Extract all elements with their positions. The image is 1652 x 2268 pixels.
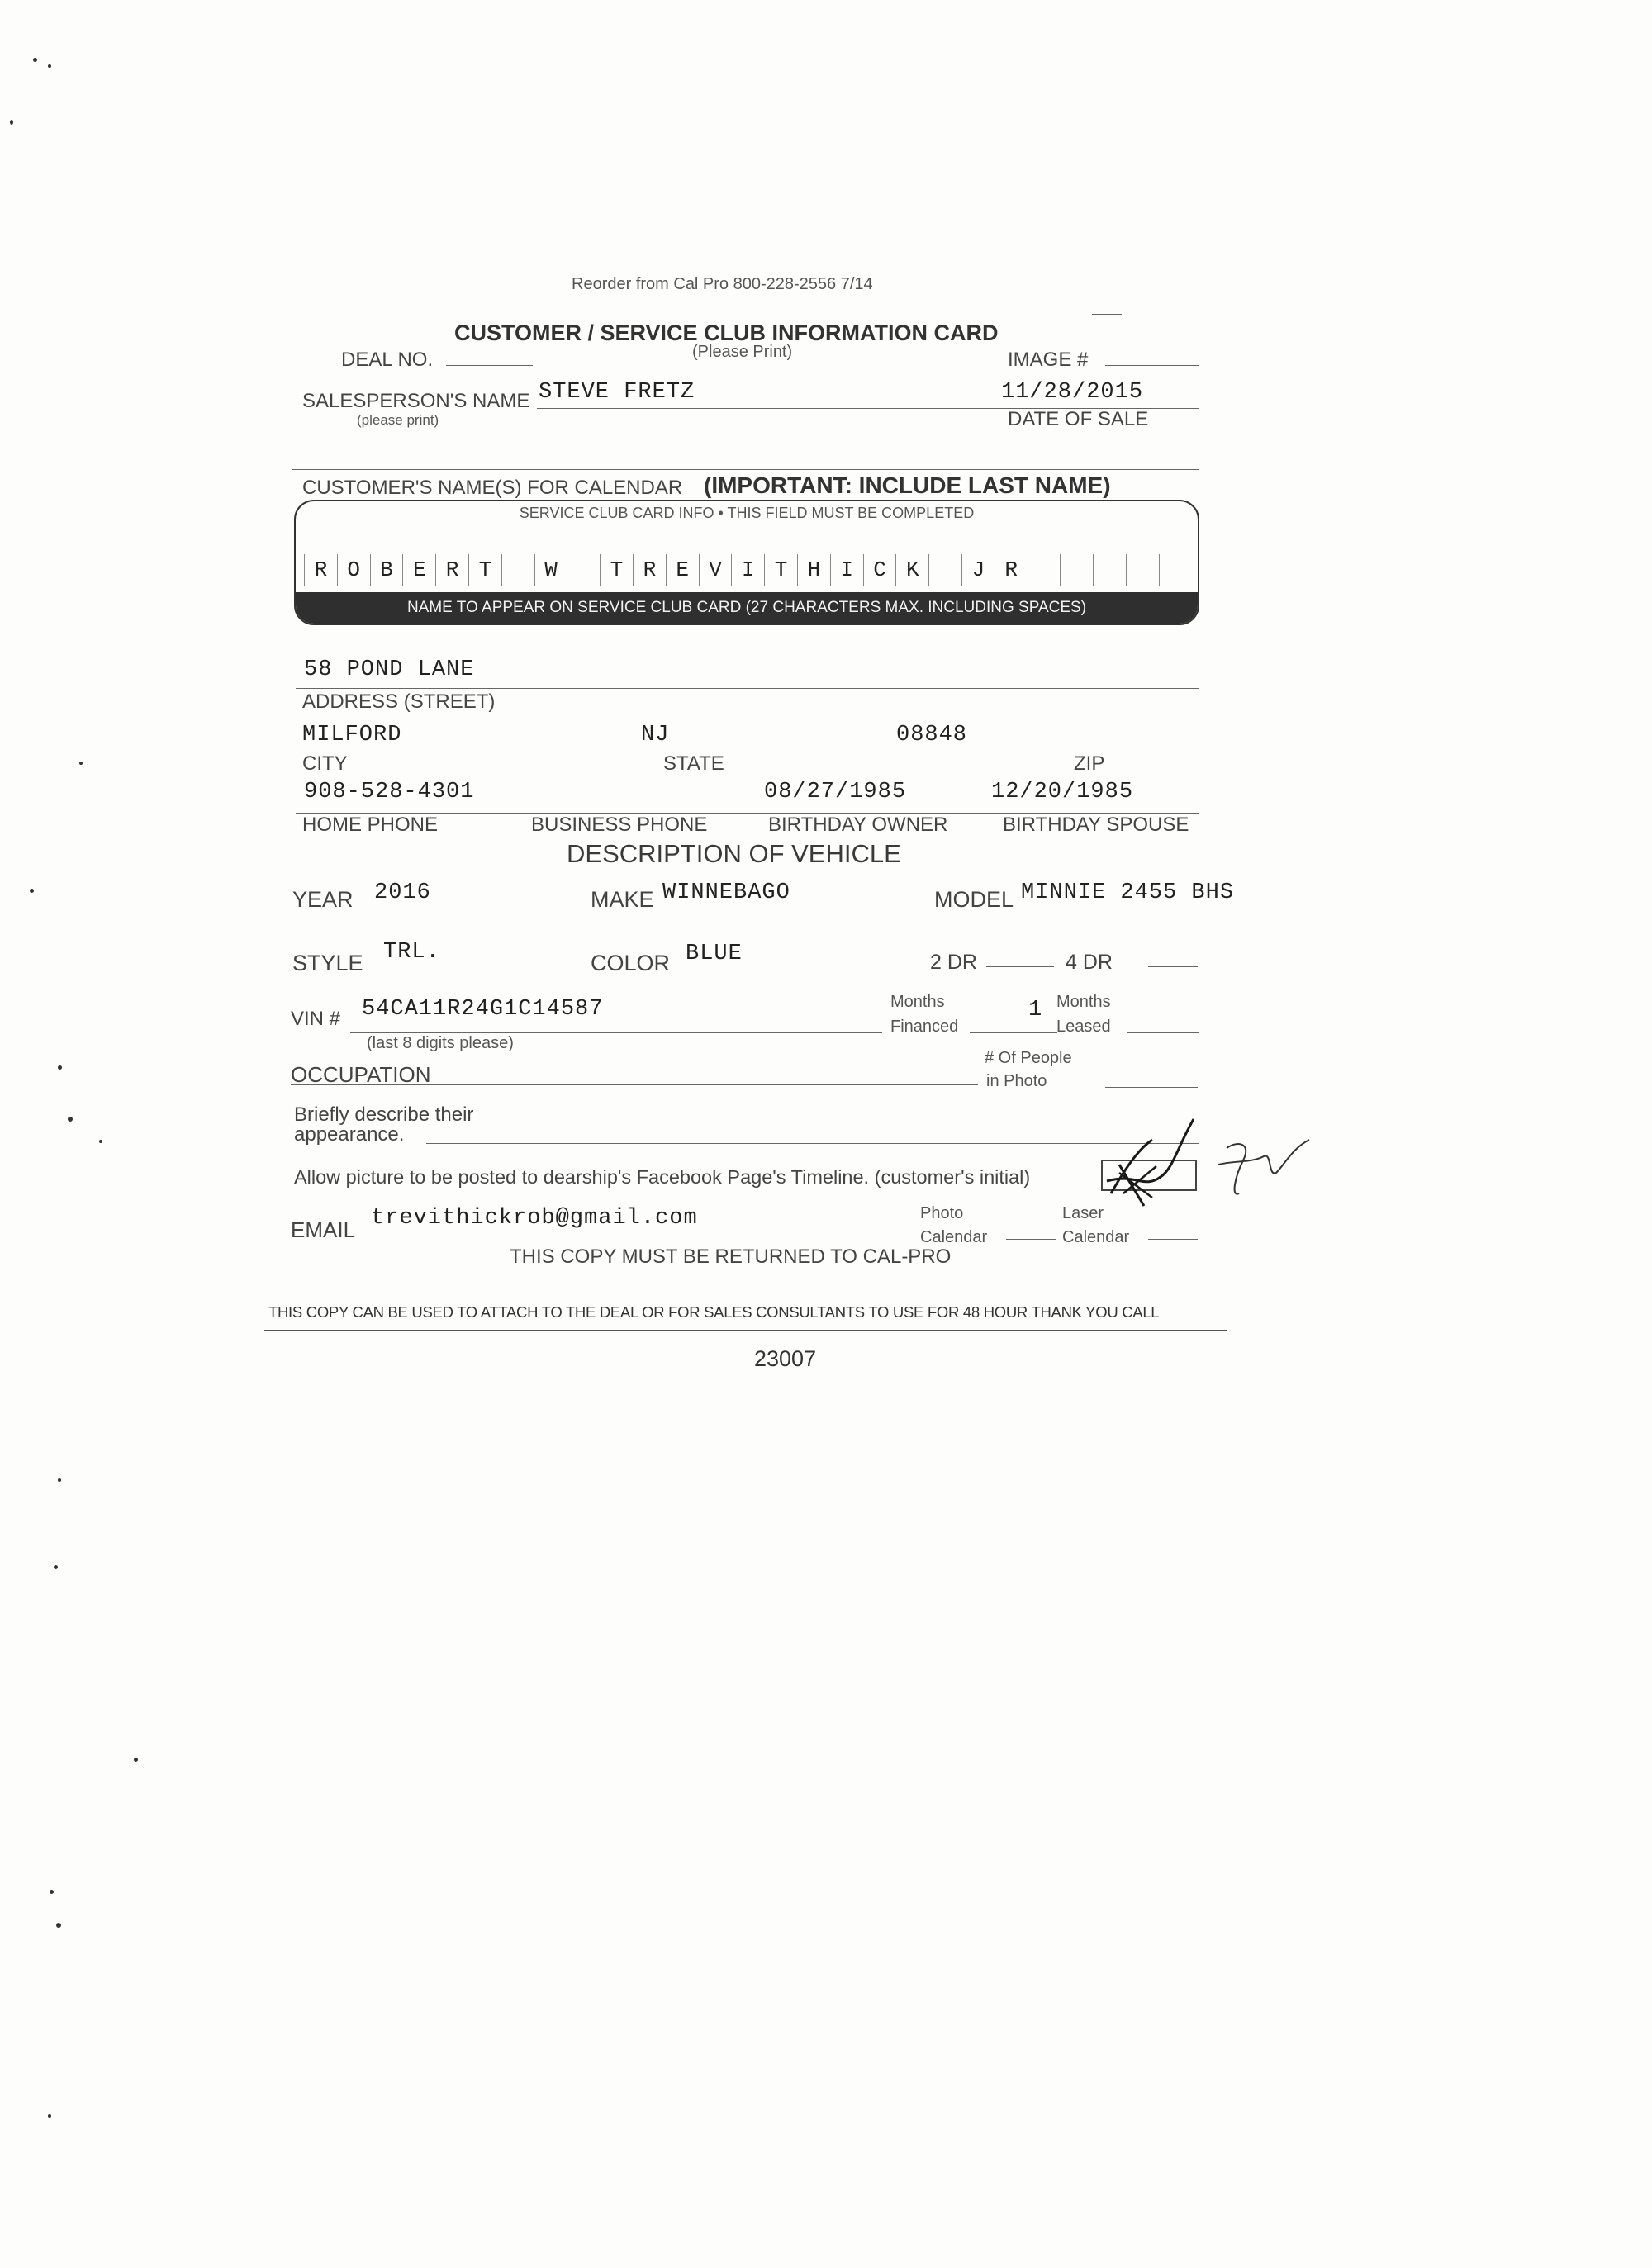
style-label: STYLE xyxy=(292,951,363,975)
photo-calendar-label-1: Photo xyxy=(920,1204,964,1222)
name-bar-caption: NAME TO APPEAR ON SERVICE CLUB CARD (27 CHARACTERS MAX. INCLUDING SPACES) xyxy=(296,592,1198,624)
color-value[interactable]: BLUE xyxy=(686,942,743,966)
four-door-field[interactable] xyxy=(1148,966,1198,967)
name-char-cell[interactable] xyxy=(1159,554,1192,586)
address-value[interactable]: 58 POND LANE xyxy=(304,657,475,682)
birthday-spouse-label: BIRTHDAY SPOUSE xyxy=(1003,814,1189,836)
scan-speck xyxy=(54,1565,58,1569)
name-char-cell[interactable]: B xyxy=(370,554,403,586)
reorder-info: Reorder from Cal Pro 800-228-2556 7/14 xyxy=(572,275,873,293)
photo-calendar-field[interactable] xyxy=(1006,1239,1056,1240)
style-value[interactable]: TRL. xyxy=(383,940,440,965)
zip-label: ZIP xyxy=(1074,752,1105,775)
date-of-sale-value[interactable]: 11/28/2015 xyxy=(1001,380,1144,405)
name-char-cell[interactable]: C xyxy=(863,554,896,586)
appearance-field[interactable] xyxy=(426,1143,1199,1144)
customer-names-label: CUSTOMER'S NAME(S) FOR CALENDAR xyxy=(302,477,683,499)
return-note: THIS COPY MUST BE RETURNED TO CAL-PRO xyxy=(510,1246,952,1268)
name-char-cell[interactable]: R xyxy=(633,554,666,586)
deal-no-field[interactable] xyxy=(446,365,533,366)
scan-speck xyxy=(50,1890,54,1894)
scan-speck xyxy=(99,1140,102,1143)
four-door-label: 4 DR xyxy=(1066,951,1113,974)
name-char-cell[interactable]: R xyxy=(304,554,337,586)
months-leased-value[interactable]: 1 xyxy=(1028,998,1043,1022)
name-character-grid[interactable] xyxy=(304,554,1193,587)
state-value[interactable]: NJ xyxy=(641,723,670,747)
name-char-cell[interactable] xyxy=(501,554,534,586)
name-char-cell[interactable]: I xyxy=(830,554,863,586)
months-financed-label-1: Months xyxy=(890,993,945,1011)
photo-calendar-label-2: Calendar xyxy=(920,1228,988,1246)
name-char-cell[interactable] xyxy=(1126,554,1159,586)
name-char-cell[interactable]: W xyxy=(534,554,567,586)
name-char-cell[interactable]: R xyxy=(995,554,1028,586)
form-number: 23007 xyxy=(754,1346,817,1371)
vin-value[interactable]: 54CA11R24G1C14587 xyxy=(362,997,604,1022)
two-door-field[interactable] xyxy=(986,966,1054,967)
name-char-cell[interactable]: R xyxy=(435,554,468,586)
city-value[interactable]: MILFORD xyxy=(302,723,402,747)
people-in-photo-field[interactable] xyxy=(1105,1087,1198,1088)
people-in-photo-label-1: # Of People xyxy=(985,1049,1072,1067)
describe-label-1: Briefly describe their xyxy=(294,1103,474,1126)
months-leased-label-2: Leased xyxy=(1056,1018,1111,1036)
scan-speck xyxy=(10,120,13,125)
name-char-cell[interactable]: T xyxy=(468,554,501,586)
email-label: EMAIL xyxy=(291,1217,356,1242)
name-char-cell[interactable] xyxy=(1093,554,1126,586)
name-char-cell[interactable]: I xyxy=(731,554,764,586)
year-value[interactable]: 2016 xyxy=(374,880,431,905)
vin-label: VIN # xyxy=(291,1008,341,1030)
deal-no-label: DEAL NO. xyxy=(341,349,434,371)
laser-calendar-label-2: Calendar xyxy=(1062,1228,1130,1246)
important-note: (IMPORTANT: INCLUDE LAST NAME) xyxy=(704,472,1111,498)
salesperson-value[interactable]: STEVE FRETZ xyxy=(539,380,695,405)
year-label: YEAR xyxy=(292,887,354,912)
scan-speck xyxy=(56,1923,61,1928)
scan-speck xyxy=(68,1117,73,1122)
birthday-owner-label: BIRTHDAY OWNER xyxy=(768,814,948,836)
scan-speck xyxy=(79,762,83,765)
laser-calendar-label-1: Laser xyxy=(1062,1204,1104,1222)
facebook-permission-text: Allow picture to be posted to dearship's Facebook Page's Timeline. (customer's initial) xyxy=(294,1166,1031,1188)
two-door-label: 2 DR xyxy=(930,951,977,974)
scan-speck xyxy=(33,58,37,62)
please-print-small: (please print) xyxy=(357,412,439,428)
name-char-cell[interactable]: V xyxy=(699,554,732,586)
date-of-sale-label: DATE OF SALE xyxy=(1008,408,1149,430)
name-char-cell[interactable]: K xyxy=(895,554,928,586)
home-phone-label: HOME PHONE xyxy=(302,814,439,836)
occupation-label: OCCUPATION xyxy=(291,1062,431,1087)
state-label: STATE xyxy=(663,752,724,775)
handwritten-initials xyxy=(1094,1115,1317,1222)
city-label: CITY xyxy=(302,752,348,775)
name-char-cell[interactable]: H xyxy=(797,554,830,586)
name-char-cell[interactable] xyxy=(1060,554,1093,586)
birthday-spouse-value[interactable]: 12/20/1985 xyxy=(991,780,1134,804)
vin-note: (last 8 digits please) xyxy=(367,1034,514,1052)
address-label: ADDRESS (STREET) xyxy=(302,690,496,713)
make-value[interactable]: WINNEBAGO xyxy=(662,880,790,905)
months-financed-field[interactable] xyxy=(970,1032,1057,1033)
model-value[interactable]: MINNIE 2455 BHS xyxy=(1021,880,1235,905)
name-char-cell[interactable]: O xyxy=(337,554,370,586)
model-label: MODEL xyxy=(934,887,1014,912)
name-char-cell[interactable]: T xyxy=(764,554,797,586)
color-label: COLOR xyxy=(591,951,671,975)
service-club-name-box xyxy=(294,500,1199,625)
name-char-cell[interactable]: E xyxy=(666,554,699,586)
scan-speck xyxy=(58,1065,62,1070)
service-club-info-note: SERVICE CLUB CARD INFO • THIS FIELD MUST BE COMPLETED xyxy=(519,505,975,521)
scan-speck xyxy=(48,64,51,68)
months-financed-label-2: Financed xyxy=(890,1018,959,1036)
months-leased-label-1: Months xyxy=(1056,993,1111,1011)
name-char-cell[interactable]: T xyxy=(600,554,633,586)
scan-speck xyxy=(134,1758,138,1762)
vehicle-heading: DESCRIPTION OF VEHICLE xyxy=(567,839,901,868)
name-char-cell[interactable] xyxy=(567,554,600,586)
name-char-cell[interactable]: J xyxy=(961,554,995,586)
describe-label-2: appearance. xyxy=(294,1123,405,1146)
scan-speck xyxy=(30,889,34,893)
please-print-note: (Please Print) xyxy=(692,343,793,361)
make-label: MAKE xyxy=(591,887,654,912)
people-in-photo-label-2: in Photo xyxy=(986,1072,1047,1090)
scan-speck xyxy=(58,1478,61,1482)
business-phone-label: BUSINESS PHONE xyxy=(531,814,708,836)
form-title: CUSTOMER / SERVICE CLUB INFORMATION CARD xyxy=(454,320,999,345)
image-number-field[interactable] xyxy=(1105,365,1199,366)
footer-note: THIS COPY CAN BE USED TO ATTACH TO THE DEAL OR FOR SALES CONSULTANTS TO USE FOR 48 HOUR THANK YOU CALL xyxy=(268,1303,1160,1321)
name-char-cell[interactable] xyxy=(1028,554,1061,586)
zip-value[interactable]: 08848 xyxy=(896,723,968,747)
scan-speck xyxy=(48,2114,51,2118)
image-number-label: IMAGE # xyxy=(1008,349,1089,371)
name-char-cell[interactable]: E xyxy=(402,554,435,586)
laser-calendar-field[interactable] xyxy=(1148,1239,1198,1240)
email-value[interactable]: trevithickrob@gmail.com xyxy=(371,1206,698,1231)
birthday-owner-value[interactable]: 08/27/1985 xyxy=(764,780,907,804)
occupation-field[interactable] xyxy=(291,1084,978,1085)
home-phone-value[interactable]: 908-528-4301 xyxy=(304,780,475,804)
name-char-cell[interactable] xyxy=(928,554,961,586)
salesperson-label: SALESPERSON'S NAME xyxy=(302,390,530,412)
